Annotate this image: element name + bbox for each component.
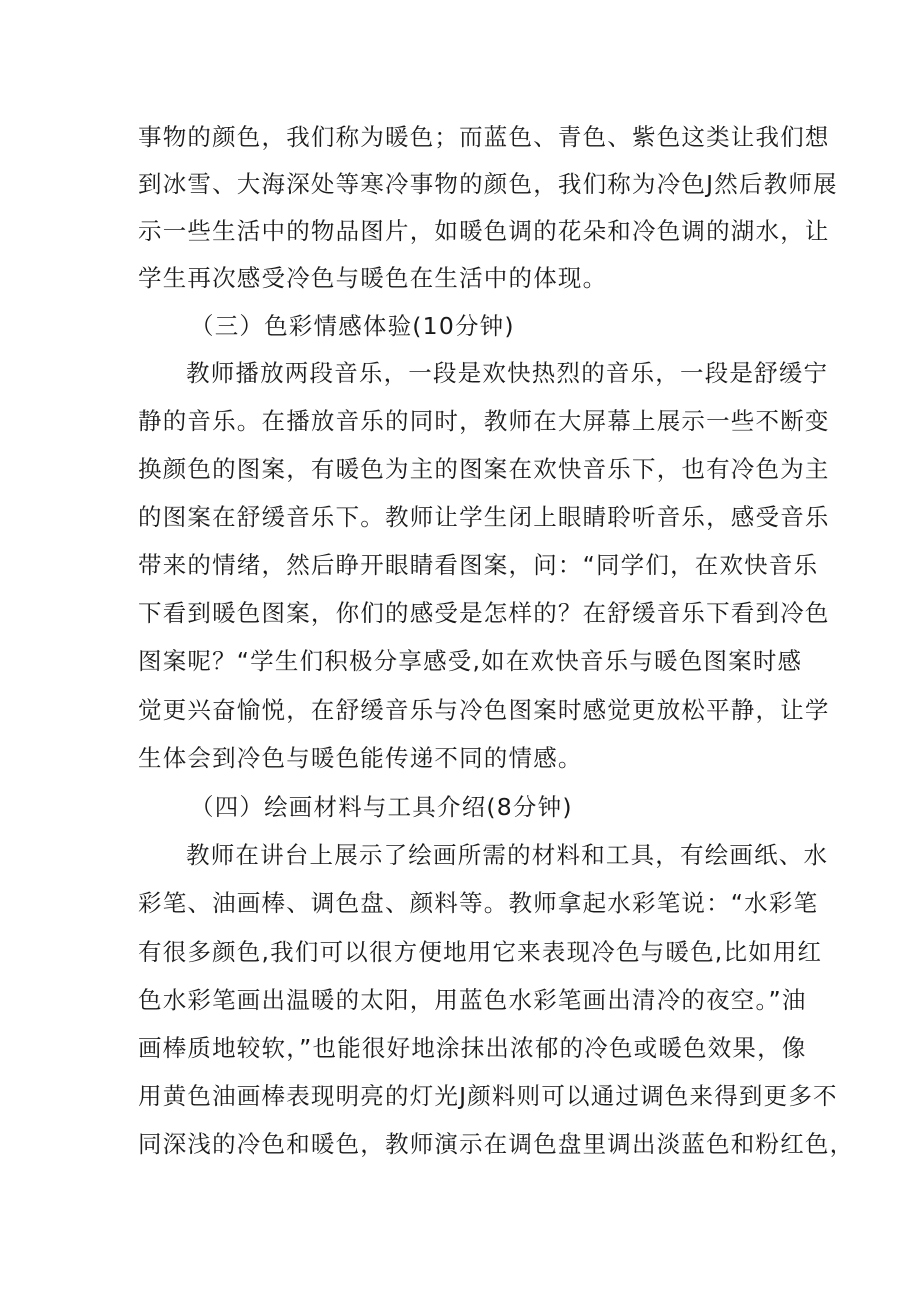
text-line: 觉更兴奋愉悦，在舒缓音乐与冷色图案时感觉更放松平静，让学: [138, 696, 830, 724]
text-line: 生体会到冷色与暖色能传递不同的情感。: [138, 744, 583, 772]
text-line: 事物的颜色，我们称为暖色；而蓝色、青色、紫色这类让我们想: [138, 123, 830, 151]
text-line: 换颜色的图案，有暖色为主的图案在欢快音乐下，也有冷色为主: [138, 455, 830, 483]
text-line: 有很多颜色,我们可以很方便地用它来表现冷色与暖色,比如用红: [138, 938, 823, 966]
section-heading: （四）绘画材料与工具介绍(8分钟): [190, 793, 573, 821]
paragraph-first-line: 教师在讲台上展示了绘画所需的材料和工具，有绘画纸、水: [186, 841, 829, 869]
text-line: 学生再次感受冷色与暖色在生活中的体现。: [138, 264, 608, 292]
text-line: 色水彩笔画出温暖的太阳，用蓝色水彩笔画出清冷的夜空。”油: [138, 986, 807, 1014]
text-line: 彩笔、油画棒、调色盘、颜料等。教师拿起水彩笔说：“水彩笔: [138, 889, 819, 917]
text-line: 带来的情绪，然后睁开眼睛看图案，问：“同学们，在欢快音乐: [138, 551, 819, 579]
text-line: 的图案在舒缓音乐下。教师让学生闭上眼睛聆听音乐，感受音乐: [138, 503, 830, 531]
text-line: 示一些生活中的物品图片，如暖色调的花朵和冷色调的湖水，让: [138, 217, 830, 245]
text-line: 静的音乐。在播放音乐的同时，教师在大屏幕上展示一些不断变: [138, 407, 830, 435]
text-line: 图案呢？“学生们积极分享感受,如在欢快音乐与暖色图案时感: [138, 647, 803, 675]
paragraph-first-line: 教师播放两段音乐，一段是欢快热烈的音乐，一段是舒缓宁: [186, 359, 829, 387]
section-heading: （三）色彩情感体验(10分钟): [190, 312, 515, 340]
text-line: 画棒质地较软，”也能很好地涂抹出浓郁的冷色或暖色效果，像: [138, 1034, 807, 1062]
text-line: 下看到暖色图案，你们的感受是怎样的？在舒缓音乐下看到冷色: [138, 599, 830, 627]
text-line: 用黄色油画棒表现明亮的灯光J颜料则可以通过调色来得到更多不: [138, 1082, 838, 1110]
text-line: 同深浅的冷色和暖色，教师演示在调色盘里调出淡蓝色和粉红色，: [138, 1130, 855, 1158]
text-line: 到冰雪、大海深处等寒冷事物的颜色，我们称为冷色J然后教师展: [138, 170, 838, 198]
